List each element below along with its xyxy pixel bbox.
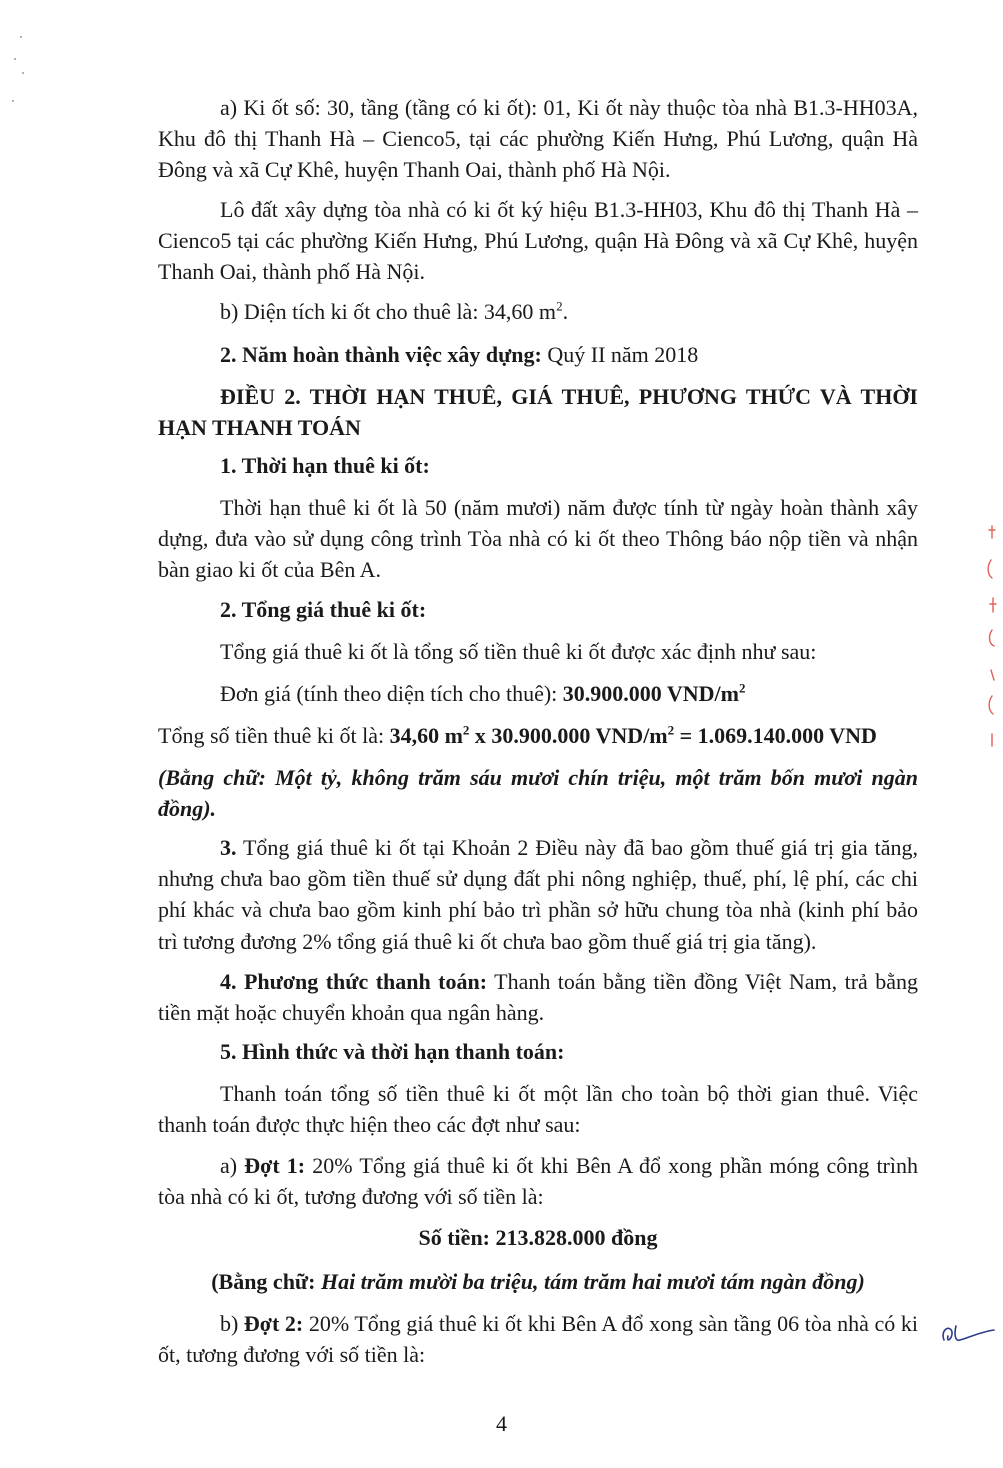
installment-1-amount: Số tiền: 213.828.000 đồng [418, 1225, 658, 1250]
section-4-body: Thanh toán bằng tiền đồng Việt Nam, trả bằng tiền mặt hoặc chuyển khoản qua ngân hàng. [158, 969, 919, 1026]
scan-speck [20, 36, 22, 38]
installment-1-paragraph [158, 1150, 918, 1212]
completion-year-value: Quý II năm 2018 [541, 342, 699, 367]
total-rent-unit-price: x 30.900.000 VND/m [469, 723, 668, 748]
land-plot-paragraph: Lô đất xây dựng tòa nhà có ki ốt ký hiệu B1.3-HH03, Khu đô thị Thanh Hà – Cienco5 tại các phường Kiến Hưng, Phú Lương, quận Hà Đông và xã Cự Khê, huyện Thanh Oai, thành phố Hà Nội. [158, 197, 918, 285]
scan-speck [12, 100, 14, 102]
installment-1-words-text: Hai trăm mười ba triệu, tám trăm hai mươi tám ngàn đồng) [315, 1269, 865, 1294]
unit-price-line [158, 678, 918, 709]
section-5-body: Thanh toán tổng số tiền thuê ki ốt một lần cho toàn bộ thời gian thuê. Việc thanh toán được thực hiện theo các đợt như sau: [158, 1081, 918, 1138]
total-rent-result: = 1.069.140.000 VND [674, 723, 877, 748]
item-1b-paragraph [158, 296, 918, 327]
section-2-heading: 2. Tổng giá thuê ki ốt: [220, 597, 427, 622]
installment-1-in-words [158, 1266, 918, 1297]
scan-speck [14, 58, 16, 60]
section-4-label: 4. Phương thức thanh toán: [220, 969, 488, 994]
total-rent-unit-sup: 2 [667, 722, 675, 738]
completion-year-paragraph [158, 339, 918, 370]
section-2-intro: Tổng giá thuê ki ốt là tổng số tiền thuê ki ốt được xác định như sau: [220, 639, 817, 664]
section-3-paragraph [158, 832, 918, 957]
total-rent-area-sup: 2 [462, 722, 470, 738]
initials-signature-mark [938, 1318, 998, 1352]
installment-1-label: Đợt 1: [244, 1153, 306, 1178]
total-rent-label: Tổng số tiền thuê ki ốt là: [158, 723, 390, 748]
section-5-heading: 5. Hình thức và thời hạn thanh toán: [220, 1039, 565, 1064]
total-in-words-label: (Bằng chữ: [158, 765, 266, 790]
section-3-number: 3. [220, 835, 237, 860]
total-in-words-text: Một tỷ, không trăm sáu mươi chín triệu, một trăm bốn mươi ngàn đồng). [158, 765, 918, 822]
installment-2-label: Đợt 2: [243, 1311, 304, 1336]
installment-2-paragraph [158, 1308, 918, 1370]
item-1b-end: . [562, 299, 569, 324]
installment-2-prefix: b) [220, 1311, 244, 1336]
item-1a-paragraph: a) Ki ốt số: 30, tầng (tầng có ki ốt): 01, Ki ốt này thuộc tòa nhà B1.3-HH03A, Khu đô thị Thanh Hà – Cienco5, tại các phường Kiến Hưng, Phú Lương, quận Hà Đông và xã Cự Khê, huyện Thanh Oai, thành phố Hà Nội. [158, 95, 918, 183]
page-number: 4 [496, 1411, 507, 1436]
total-rent-area: 34,60 m [389, 723, 463, 748]
article-2-heading: ĐIỀU 2. THỜI HẠN THUÊ, GIÁ THUÊ, PHƯƠNG THỨC VÀ THỜI HẠN THANH TOÁN [158, 384, 918, 441]
unit-price-value: 30.900.000 VND/m [562, 681, 739, 706]
item-1b-sup: 2 [556, 298, 563, 314]
scan-speck [22, 72, 24, 74]
section-4-paragraph [158, 966, 918, 1028]
completion-year-label: 2. Năm hoàn thành việc xây dựng: [220, 342, 542, 367]
section-1-body: Thời hạn thuê ki ốt là 50 (năm mươi) năm được tính từ ngày hoàn thành xây dựng, đưa vào sử dụng công trình Tòa nhà có ki ốt theo Thông báo nộp tiền và nhận bàn giao ki ốt của Bên A. [158, 495, 918, 583]
installment-1-words-label: (Bằng chữ: [211, 1269, 316, 1294]
installment-1-text: 20% Tổng giá thuê ki ốt khi Bên A đổ xong phần móng công trình tòa nhà có ki ốt, tương đương với số tiền là: [158, 1153, 918, 1210]
installment-2-text: 20% Tổng giá thuê ki ốt khi Bên A đổ xong sàn tầng 06 tòa nhà có ki ốt, tương đương với số tiền là: [158, 1311, 919, 1368]
section-1-heading: 1. Thời hạn thuê ki ốt: [220, 453, 430, 478]
total-in-words [158, 762, 918, 824]
seal-edge-mark [984, 520, 998, 750]
section-3-body: Tổng giá thuê ki ốt tại Khoản 2 Điều này đã bao gồm thuế giá trị gia tăng, nhưng chưa bao gồm tiền thuế sử dụng đất phi nông nghiệp, thuế, phí, lệ phí, các chi phí khác và chưa bao gồm kinh phí bảo trì phần sở hữu chung tòa nhà (kinh phí bảo trì tương đương 2% tổng giá thuê ki ốt chưa bao gồm thuế giá trị gia tăng). [158, 835, 918, 954]
installment-1-prefix: a) [220, 1153, 245, 1178]
item-1b-text: b) Diện tích ki ốt cho thuê là: 34,60 m [220, 299, 557, 324]
unit-price-sup: 2 [739, 680, 746, 696]
unit-price-label: Đơn giá (tính theo diện tích cho thuê): [220, 681, 563, 706]
total-rent-line [158, 720, 918, 751]
